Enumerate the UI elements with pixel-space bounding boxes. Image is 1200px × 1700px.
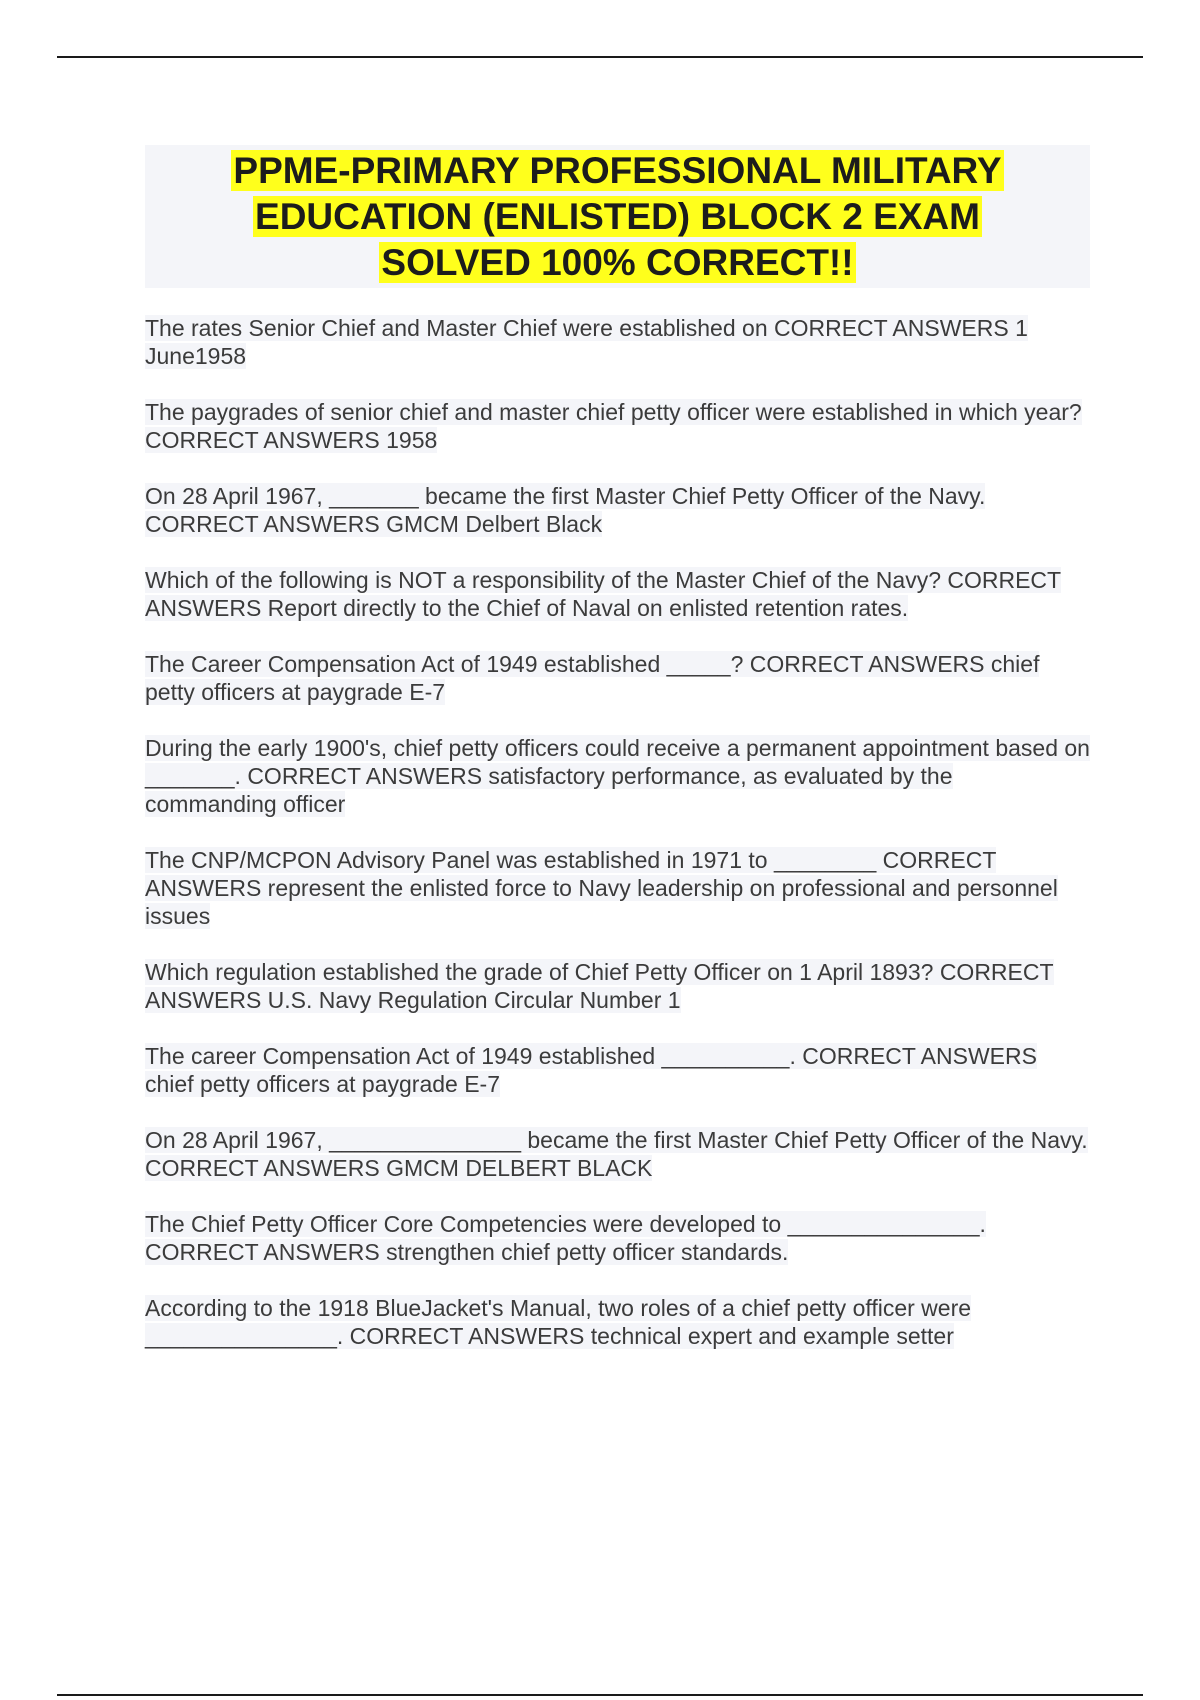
document-title-text: PPME-PRIMARY PROFESSIONAL MILITARY EDUCATION (ENLISTED) BLOCK 2 EXAM SOLVED 100% CORRECT!! [233, 149, 1002, 283]
qa-item: Which of the following is NOT a responsibility of the Master Chief of the Navy? CORRECT ANSWERS Report directly to the Chief of Naval on enlisted retention rates. [145, 567, 1062, 621]
qa-item: During the early 1900's, chief petty officers could receive a permanent appointment based on _______. CORRECT ANSWERS satisfactory performance, as evaluated by the commanding officer [145, 735, 1090, 817]
qa-item: The Career Compensation Act of 1949 established _____? CORRECT ANSWERS chief petty officers at paygrade E-7 [145, 651, 1040, 705]
qa-item: The paygrades of senior chief and master chief petty officer were established in which year? CORRECT ANSWERS 1958 [145, 399, 1082, 453]
qa-item: The career Compensation Act of 1949 established __________. CORRECT ANSWERS chief petty officers at paygrade E-7 [145, 1043, 1037, 1097]
qa-item: The CNP/MCPON Advisory Panel was established in 1971 to ________ CORRECT ANSWERS represent the enlisted force to Navy leadership on professional and personnel issues [145, 847, 1058, 929]
top-rule [57, 56, 1143, 58]
document-title [188, 148, 1048, 286]
document-body [145, 145, 1090, 1378]
qa-item: According to the 1918 BlueJacket's Manual, two roles of a chief petty officer were _______________. CORRECT ANSWERS technical expert and example setter [145, 1295, 972, 1349]
qa-item: Which regulation established the grade of Chief Petty Officer on 1 April 1893? CORRECT ANSWERS U.S. Navy Regulation Circular Number 1 [145, 959, 1054, 1013]
qa-item: The rates Senior Chief and Master Chief were established on CORRECT ANSWERS 1 June1958 [145, 315, 1028, 369]
bottom-rule [57, 1694, 1143, 1696]
title-box [145, 145, 1090, 288]
qa-item: The Chief Petty Officer Core Competencies were developed to _______________. CORRECT ANSWERS strengthen chief petty officer standards. [145, 1211, 986, 1265]
qa-item: On 28 April 1967, _______ became the first Master Chief Petty Officer of the Navy. CORRECT ANSWERS GMCM Delbert Black [145, 483, 986, 537]
qa-list [145, 314, 1090, 1350]
qa-item: On 28 April 1967, _______________ became the first Master Chief Petty Officer of the Navy. CORRECT ANSWERS GMCM DELBERT BLACK [145, 1127, 1088, 1181]
